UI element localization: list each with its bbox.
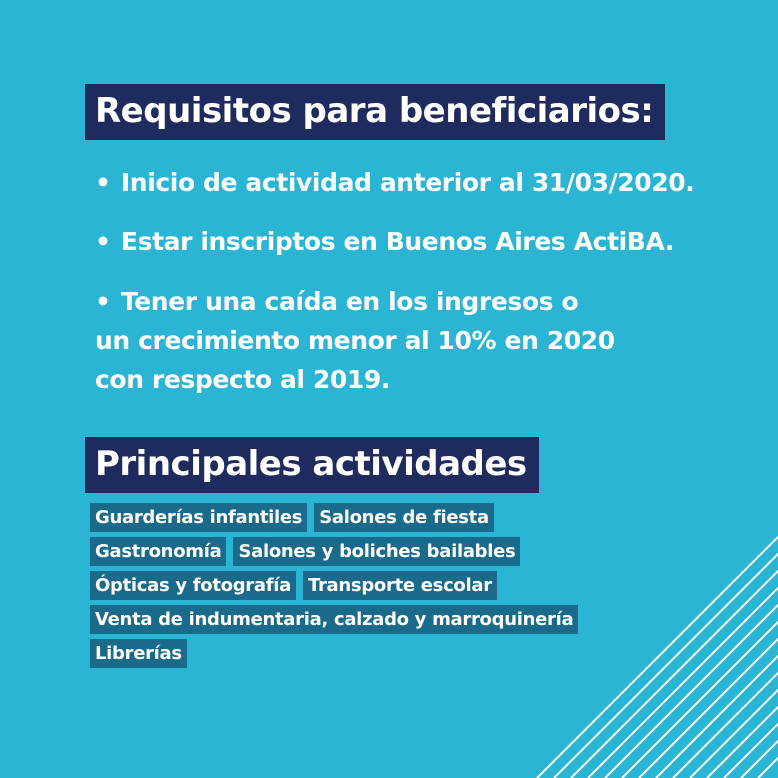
stripe-line bbox=[724, 528, 778, 778]
activity-tag: Gastronomía bbox=[90, 537, 226, 566]
requirement-item bbox=[95, 164, 735, 202]
bullet-icon: • bbox=[95, 287, 111, 316]
requirement-line: un crecimiento menor al 10% en 2020 bbox=[95, 326, 615, 355]
requirements-list bbox=[95, 164, 735, 420]
requirement-line bbox=[95, 282, 735, 321]
stripe-line bbox=[656, 528, 778, 778]
requirement-line bbox=[95, 223, 735, 261]
requirement-line bbox=[95, 164, 735, 202]
requirement-item bbox=[95, 223, 735, 261]
diagonal-stripes-decoration bbox=[528, 528, 778, 778]
stripe-line bbox=[537, 528, 778, 778]
requirements-heading: Requisitos para beneficiarios: bbox=[85, 84, 665, 140]
activity-tag: Ópticas y fotografía bbox=[90, 571, 296, 600]
bullet-icon: • bbox=[95, 227, 111, 256]
activity-tag: Venta de indumentaria, calzado y marroquinería bbox=[90, 605, 578, 634]
bullet-icon: • bbox=[95, 168, 111, 197]
requirement-text: Tener una caída en los ingresos o bbox=[120, 287, 579, 316]
activity-tag: Salones y boliches bailables bbox=[233, 537, 520, 566]
requirement-text: Estar inscriptos en Buenos Aires ActiBA. bbox=[120, 227, 674, 256]
requirement-text: Inicio de actividad anterior al 31/03/2020. bbox=[120, 168, 695, 197]
stripe-line bbox=[622, 528, 778, 778]
activity-tag: Salones de fiesta bbox=[314, 503, 494, 532]
activities-heading: Principales actividades bbox=[85, 437, 539, 493]
requirement-item bbox=[95, 282, 735, 399]
activity-tag: Guarderías infantiles bbox=[90, 503, 307, 532]
stripe-line bbox=[605, 528, 778, 778]
requirement-line: con respecto al 2019. bbox=[95, 365, 390, 394]
activity-tag: Librerías bbox=[90, 639, 187, 668]
activity-tag: Transporte escolar bbox=[303, 571, 497, 600]
